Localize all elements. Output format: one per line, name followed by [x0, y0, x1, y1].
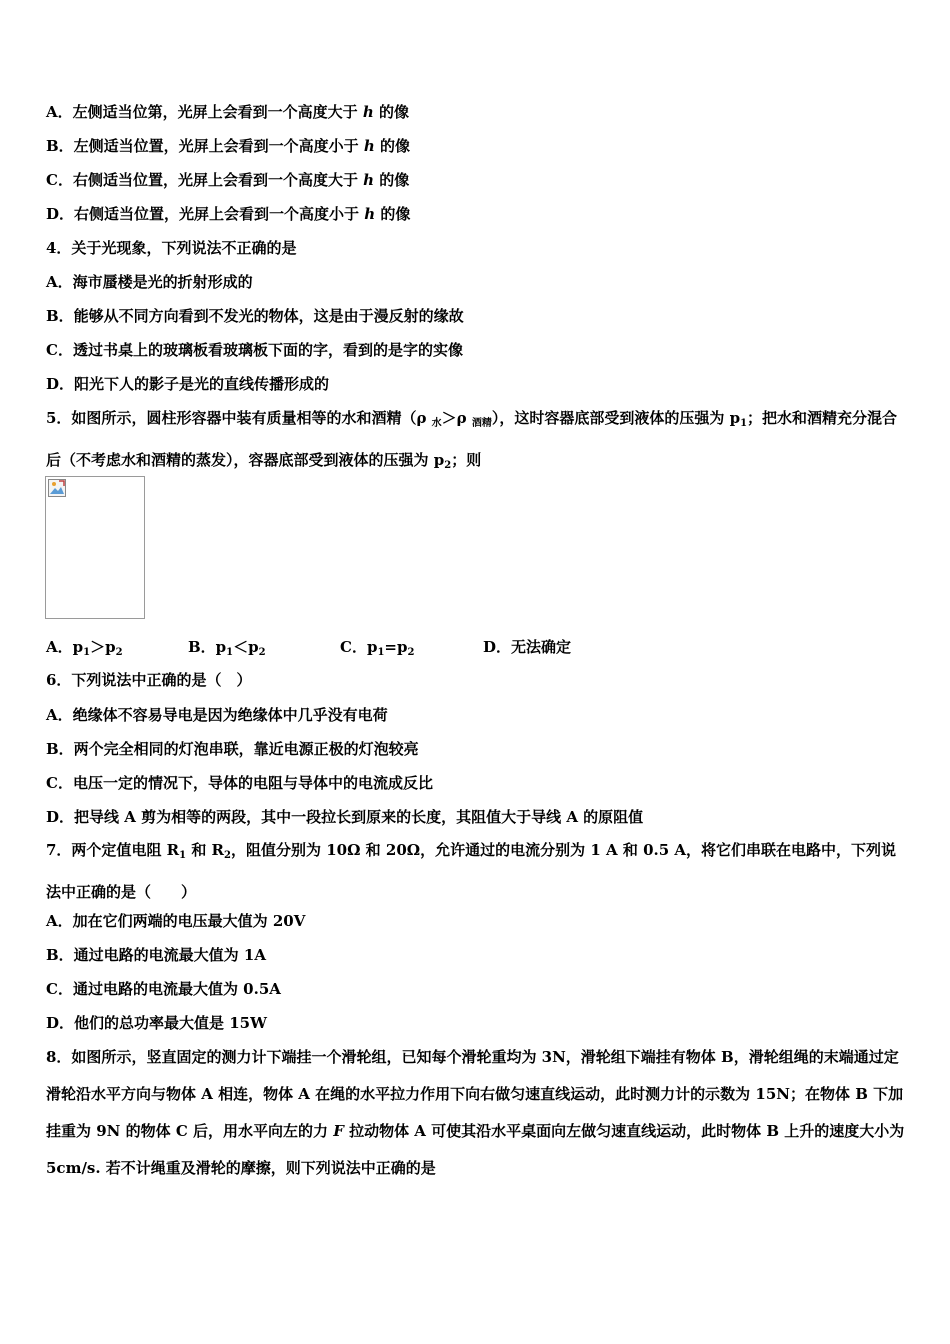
q3-option-d: D．右侧适当位置，光屏上会看到一个高度小于 h 的像	[46, 205, 411, 223]
q6-option-c: C．电压一定的情况下，导体的电阻与导体中的电流成反比	[46, 774, 433, 792]
q4-stem: 4．关于光现象，下列说法不正确的是	[46, 239, 297, 257]
q8-stem: 8．如图所示，竖直固定的测力计下端挂一个滑轮组，已知每个滑轮重均为 3N，滑轮组下端挂有物体 B，滑轮组绳的末端通过定滑轮沿水平方向与物体 A 相连，物体 A 在绳的水平拉力作用下向右做匀速直线运动，此时测力计的示数为 15N；在物体 B 下加挂重为 9N 的物体 C 后，用水平向左的力 F 拉动物体 A 可使其沿水平桌面向左做匀速直线运动，此时物体 B 上升的速度大小为 5cm/s. 若不计绳重及滑轮的摩擦，则下列说法中正确的是	[46, 1048, 905, 1177]
q6-option-b: B．两个完全相同的灯泡串联，靠近电源正极的灯泡较亮	[46, 740, 419, 758]
q5-option-c: C．$p_1=p_2$	[340, 638, 415, 658]
q7-option-c: C．通过电路的电流最大值为 0.5A	[46, 980, 281, 998]
broken-image-icon	[48, 479, 66, 497]
q4-option-a: A．海市蜃楼是光的折射形成的	[46, 273, 253, 291]
q7-option-a: A．加在它们两端的电压最大值为 20V	[46, 912, 306, 930]
q5-stem: 5．如图所示，圆柱形容器中装有质量相等的水和酒精（ρ $_水$＞ρ $_{酒精}$），这时容器底部受到液体的压强为 $p_1$；把水和酒精充分混合后（不考虑水和酒精的蒸发），容器底部受到液体的压强为 $p_2$；则	[46, 409, 898, 471]
q7-option-b: B．通过电路的电流最大值为 1A	[46, 946, 266, 964]
q3-option-c: C．右侧适当位置，光屏上会看到一个高度大于 h 的像	[46, 171, 410, 189]
q5-option-b: B．$p_1<p_2$	[188, 638, 266, 658]
q4-option-b: B．能够从不同方向看到不发光的物体，这是由于漫反射的缘故	[46, 307, 464, 325]
q5-option-a: A．$p_1>p_2$	[46, 638, 123, 658]
q7-stem: 7．两个定值电阻 $R_1$ 和 $R_2$，阻值分别为 10Ω 和 20Ω，允许通过的电流分别为 1 A 和 0.5 A，将它们串联在电路中，下列说法中正确的是（ ）	[46, 841, 897, 901]
q6-option-a: A．绝缘体不容易导电是因为绝缘体中几乎没有电荷	[46, 706, 388, 724]
q3-option-a: A．左侧适当位第，光屏上会看到一个高度大于 h 的像	[46, 103, 410, 121]
q3-option-b: B．左侧适当位置，光屏上会看到一个高度小于 h 的像	[46, 137, 411, 155]
q4-option-c: C．透过书桌上的玻璃板看玻璃板下面的字，看到的是字的实像	[46, 341, 463, 359]
q5-option-d: D．无法确定	[483, 638, 572, 656]
q5-figure-placeholder	[45, 476, 145, 619]
q4-option-d: D．阳光下人的影子是光的直线传播形成的	[46, 375, 330, 393]
q7-option-d: D．他们的总功率最大值是 15W	[46, 1014, 267, 1032]
q6-stem: 6．下列说法中正确的是（ ）	[46, 671, 252, 689]
q6-option-d: D．把导线 A 剪为相等的两段，其中一段拉长到原来的长度，其阻值大于导线 A 的原阻值	[46, 808, 644, 826]
